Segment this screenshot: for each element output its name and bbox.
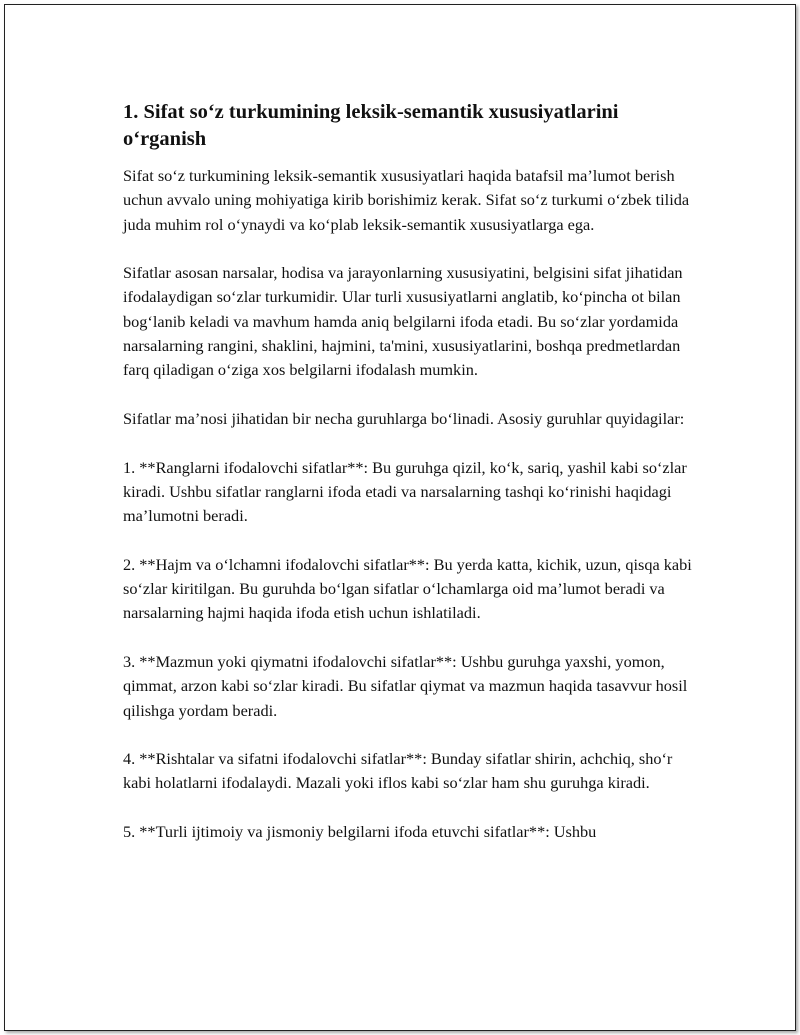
document-body	[123, 99, 693, 869]
section-heading: 1. Sifat so‘z turkumining leksik-semantik xususiyatlarini o‘rganish	[123, 101, 619, 150]
document-page	[4, 4, 796, 1031]
list-item-colors: 1. **Ranglarni ifodalovchi sifatlar**: Bu guruhga qizil, ko‘k, sariq, yashil kabi so‘zlar kiradi. Ushbu sifatlar ranglarni ifoda etadi va narsalarning tashqi ko‘rinishi haqidagi ma’lumotni beradi.	[123, 457, 687, 526]
list-item-size: 2. **Hajm va o‘lchamni ifodalovchi sifatlar**: Bu yerda katta, kichik, uzun, qisqa kabi so‘zlar kiritilgan. Bu guruhda bo‘lgan sifatlar o‘lchamlarga oid ma’lumot beradi va narsalarning hajmi haqida ifoda etish uchun ishlatiladi.	[123, 554, 692, 623]
list-item-taste: 4. **Rishtalar va sifatni ifodalovchi sifatlar**: Bunday sifatlar shirin, achchiq, sho‘r kabi holatlarni ifodalaydi. Mazali yoki iflos kabi so‘zlar ham shu guruhga kiradi.	[123, 749, 673, 793]
list-item-value: 3. **Mazmun yoki qiymatni ifodalovchi sifatlar**: Ushbu guruhga yaxshi, yomon, qimmat, arzon kabi so‘zlar kiradi. Bu sifatlar qiymat va mazmun haqida tasavvur hosil qilishga yordam beradi.	[123, 651, 688, 720]
list-item-social: 5. **Turli ijtimoiy va jismoniy belgilarni ifoda etuvchi sifatlar**: Ushbu	[123, 822, 597, 842]
paragraph-groups-intro: Sifatlar ma’nosi jihatidan bir necha guruhlarga bo‘linadi. Asosiy guruhlar quyidagilar:	[123, 408, 685, 428]
paragraph-definition: Sifatlar asosan narsalar, hodisa va jarayonlarning xususiyatini, belgisini sifat jihatidan ifodalaydigan so‘zlar turkumidir. Ular turli xususiyatlarni anglatib, ko‘pincha ot bilan bog‘lanib keladi va mavhum hamda aniq belgilarni ifoda etadi. Bu so‘zlar yordamida narsalarning rangini, shaklini, hajmini, ta'mini, xususiyatlarini, boshqa predmetlardan farq qiladigan o‘ziga xos belgilarni ifodalash mumkin.	[123, 263, 683, 380]
paragraph-intro: Sifat so‘z turkumining leksik-semantik xususiyatlari haqida batafsil ma’lumot berish uchun avvalo uning mohiyatiga kirib borishimiz kerak. Sifat so‘z turkumi o‘zbek tilida juda muhim rol o‘ynaydi va ko‘plab leksik-semantik xususiyatlarga ega.	[123, 166, 690, 234]
